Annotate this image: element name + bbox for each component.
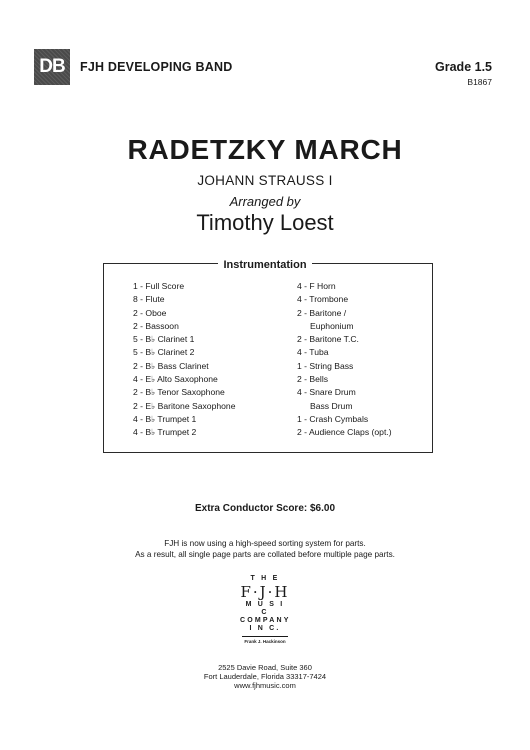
sorting-note [0, 538, 530, 560]
grade-level: Grade 1.5 [435, 60, 492, 74]
instrument-row: 1 - String Bass [297, 360, 354, 371]
sorting-note-line: FJH is now using a high-speed sorting system for parts. [164, 539, 366, 548]
arranger-name: Timothy Loest [196, 210, 334, 235]
instrument-row: 2 - E♭ Baritone Saxophone [133, 400, 236, 411]
logo-founder: Frank J. Hackinson [244, 639, 286, 644]
instrumentation-left-column [133, 280, 235, 440]
publisher-address [0, 663, 530, 690]
logo-divider [242, 636, 288, 637]
piece-title: RADETZKY MARCH [127, 134, 403, 165]
instrument-row: 4 - F Horn [297, 281, 336, 291]
fjh-publisher-logo [240, 575, 290, 644]
extra-score-price: Extra Conductor Score: $6.00 [194, 503, 336, 514]
logo-line-inc: I N C. [249, 625, 281, 632]
instrument-row: 4 - Tuba [297, 347, 329, 358]
address-line: 2525 Davie Road, Suite 360 [218, 663, 312, 672]
logo-line-the: T H E [250, 575, 280, 582]
instrument-row: 4 - B♭ Trumpet 2 [133, 427, 197, 438]
instrument-row: 5 - B♭ Clarinet 2 [133, 347, 195, 358]
instrument-continuation-text: Euphonium [310, 320, 354, 331]
instrument-row: 1 - Crash Cymbals [297, 413, 369, 424]
instrument-continuation-text: Bass Drum [310, 400, 353, 411]
db-logo: DB [34, 49, 70, 85]
sorting-note-line: As a result, all single page parts are collated before multiple page parts. [135, 550, 395, 559]
instrument-row: 4 - Trombone [297, 294, 349, 305]
composer: JOHANN STRAUSS I [197, 173, 333, 188]
instrument-row: 2 - Bassoon [133, 320, 179, 331]
series-name: FJH DEVELOPING BAND [80, 60, 233, 74]
instrument-row: 2 - Oboe [133, 307, 167, 318]
instrument-row: 2 - Baritone T.C. [297, 334, 359, 345]
instrument-row: 5 - B♭ Clarinet 1 [133, 334, 195, 345]
instrument-row: 2 - Bells [297, 374, 329, 385]
instrument-row: 2 - Baritone / [297, 307, 347, 318]
instrument-row: 2 - B♭ Tenor Saxophone [133, 387, 225, 398]
instrument-row: 4 - Snare Drum [297, 387, 356, 398]
instrument-row: 1 - Full Score [133, 281, 185, 291]
instrumentation-right-column [297, 280, 392, 440]
instrument-row-continuation [297, 400, 392, 413]
instrument-row: 2 - Audience Claps (opt.) [297, 427, 392, 438]
logo-line-fjh: F·J·H [240, 583, 290, 601]
instrument-row: 4 - E♭ Alto Saxophone [133, 374, 218, 385]
logo-line-company: COMPANY [240, 617, 291, 624]
arranged-by-label: Arranged by [229, 194, 301, 209]
instrument-row-continuation [297, 320, 392, 333]
instrument-row: 8 - Flute [133, 294, 165, 305]
website-link[interactable]: www.fjhmusic.com [234, 681, 296, 690]
instrumentation-heading [0, 255, 530, 273]
instrument-row: 4 - B♭ Trumpet 1 [133, 413, 197, 424]
address-line: Fort Lauderdale, Florida 33317-7424 [203, 672, 327, 681]
catalog-code: B1867 [467, 77, 492, 87]
logo-line-music: M U S I C [245, 601, 285, 616]
instrument-row: 2 - B♭ Bass Clarinet [133, 360, 209, 371]
instrumentation-heading-text: Instrumentation [218, 259, 311, 271]
